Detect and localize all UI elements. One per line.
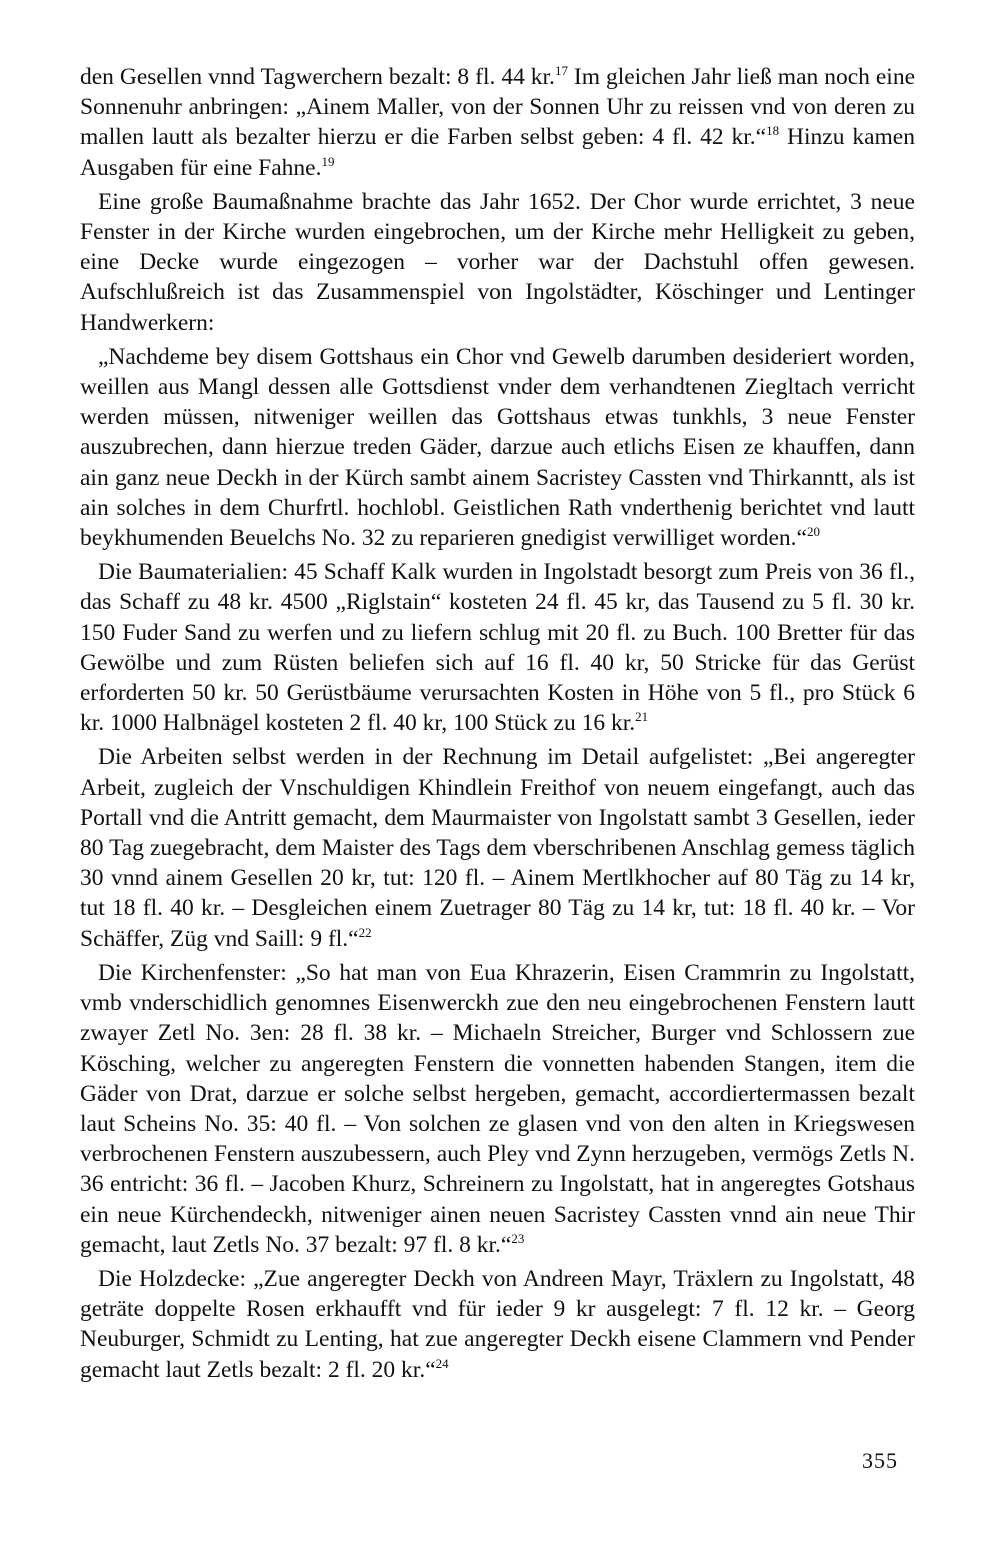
paragraph-4-text: Die Baumaterialien: 45 Schaff Kalk wurden in Ingolstadt besorgt zum Preis von 36 fl., das Schaff zu 48 kr. 4500 „Riglstain“ kosteten 24 fl. 45 kr, das Tausend zu 5 fl. 30 kr. 150 Fuder Sand zu werfen und zu liefern schlug mit 20 fl. zu Buch. 100 Bretter für das Gewölbe und zum Rüsten beliefen sich auf 16 fl. 40 kr, 50 Stricke für das Gerüst erforderten 50 kr. 50 Gerüstbäume verursachten Kosten in Höhe von 5 fl., pro Stück 6 kr. 1000 Halbnägel kosteten 2 fl. 40 kr, 100 Stück zu 16 kr.: [80, 559, 915, 737]
footnote-ref-21[interactable]: 21: [635, 709, 649, 725]
paragraph-1-text-b: Im gleichen Jahr ließ man noch eine Sonnenuhr anbringen: „Ainem Maller, von der Sonnen Uhr zu reissen vnd von deren zu mallen lautt als bezalter hierzu er die Farben selbst geben: 4 fl. 42 kr.“: [80, 64, 915, 151]
document-page: [80, 62, 915, 1389]
footnote-ref-23[interactable]: 23: [511, 1230, 525, 1246]
paragraph-2: [80, 187, 915, 338]
paragraph-3-text: „Nachdeme bey disem Gottshaus ein Chor vnd Gewelb darumben desideriert worden, weillen aus Mangl dessen alle Gottsdienst vnder dem verhandtenen Ziegltach verricht werden müssen, nitweniger weillen das Gottshaus etwas tunkhls, 3 neue Fenster auszubrechen, dann hierzue treden Gäder, darzue auch etlichs Eisen ze khauffen, dann ain ganz neue Deckh in der Kürch sambt ainem Sacristey Cassten vnd Thirkanntt, als ist ain solches in dem Churfrtl. hochlobl. Geistlichen Rath vnderthenig berichtet vnd lautt beykhumenden Beuelchs No. 32 zu reparieren gnedigist verwilliget worden.“: [80, 343, 915, 552]
footnote-ref-22[interactable]: 22: [358, 924, 372, 940]
paragraph-7-text: Die Holzdecke: „Zue angeregter Deckh von Andreen Mayr, Träxlern zu Ingolstatt, 48 geträte doppelte Rosen erkhaufft vnd für ieder 9 kr ausgelegt: 7 fl. 12 kr. – Georg Neuburger, Schmidt zu Lenting, hat zue angeregter Deckh eisene Clammern vnd Pender gemacht laut Zetls bezalt: 2 fl. 20 kr.“: [80, 1265, 915, 1383]
page-number: 355: [862, 1448, 898, 1473]
footnote-ref-19[interactable]: 19: [321, 153, 335, 169]
paragraph-2-text: Eine große Baumaßnahme brachte das Jahr 1652. Der Chor wurde errichtet, 3 neue Fenster in der Kirche wurden eingebrochen, um der Kirche mehr Helligkeit zu geben, eine Decke wurde eingezogen – vorher war der Dachstuhl offen gewesen. Aufschlußreich ist das Zusammenspiel von Ingolstädter, Köschinger und Lentinger Handwerkern:: [80, 188, 915, 336]
paragraph-5-text: Die Arbeiten selbst werden in der Rechnung im Detail aufgelistet: „Bei angeregter Arbeit, zugleich der Vnschuldigen Khindlein Freithof von neuem eingefangt, auch das Portall vnd die Antritt gemacht, dem Maurmaister von Ingolstatt sambt 3 Gesellen, ieder 80 Tag zuegebracht, dem Maister des Tags dem vberschribenen Anschlag gemess täglich 30 vnnd ainem Gesellen 20 kr, tut: 120 fl. – Ainem Mertlkhocher auf 80 Täg zu 14 kr, tut 18 fl. 40 kr. – Desgleichen einem Zuetrager 80 Täg zu 14 kr, tut: 18 fl. 40 kr. – Vor Schäffer, Züg vnd Saill: 9 fl.“: [80, 744, 915, 952]
footnote-ref-17[interactable]: 17: [554, 63, 568, 78]
paragraph-6-text: Die Kirchenfenster: „So hat man von Eua Khrazerin, Eisen Crammrin zu Ingolstatt, vmb vnderschidlich genomnes Eisenwerckh zue den neu eingebrochenen Fenstern lautt zwayer Zetl No. 3en: 28 fl. 38 kr. – Michaeln Streicher, Burger vnd Schlossern zue Kösching, welcher zu angeregten Fenstern die vonnetten habenden Stangen, item die Gäder von Drat, darzue er solche selbst hergeben, gemacht, accordiertermassen bezalt laut Scheins No. 35: 40 fl. – Von solchen ze glasen vnd von den alten in Kriegswesen verbrochenen Fenstern auszubessern, auch Pley vnd Zynn herzugeben, vermögs Zetls N. 36 entricht: 36 fl. – Jacoben Khurz, Schreinern zu Ingolstatt, hat in angeregtes Gotshaus ein neue Kürchendeckh, nitweniger ainen neuen Sacristey Cassten vnnd ain neue Thir gemacht, laut Zetls No. 37 bezalt: 97 fl. 8 kr.“: [80, 959, 915, 1258]
paragraph-1-text-c: Hinzu kamen Ausgaben für eine Fahne.: [80, 124, 915, 181]
footnote-ref-24[interactable]: 24: [435, 1355, 449, 1371]
footnote-ref-20[interactable]: 20: [806, 524, 820, 540]
paragraph-5: [80, 742, 915, 953]
paragraph-1-text: den Gesellen vnnd Tagwerchern bezalt: 8 fl. 44 kr.: [80, 64, 555, 90]
paragraph-6: [80, 958, 915, 1260]
paragraph-1: [80, 62, 915, 183]
paragraph-3-quote: [80, 342, 915, 553]
paragraph-7: [80, 1264, 915, 1385]
footnote-ref-18[interactable]: 18: [766, 123, 780, 139]
paragraph-4: [80, 557, 915, 738]
